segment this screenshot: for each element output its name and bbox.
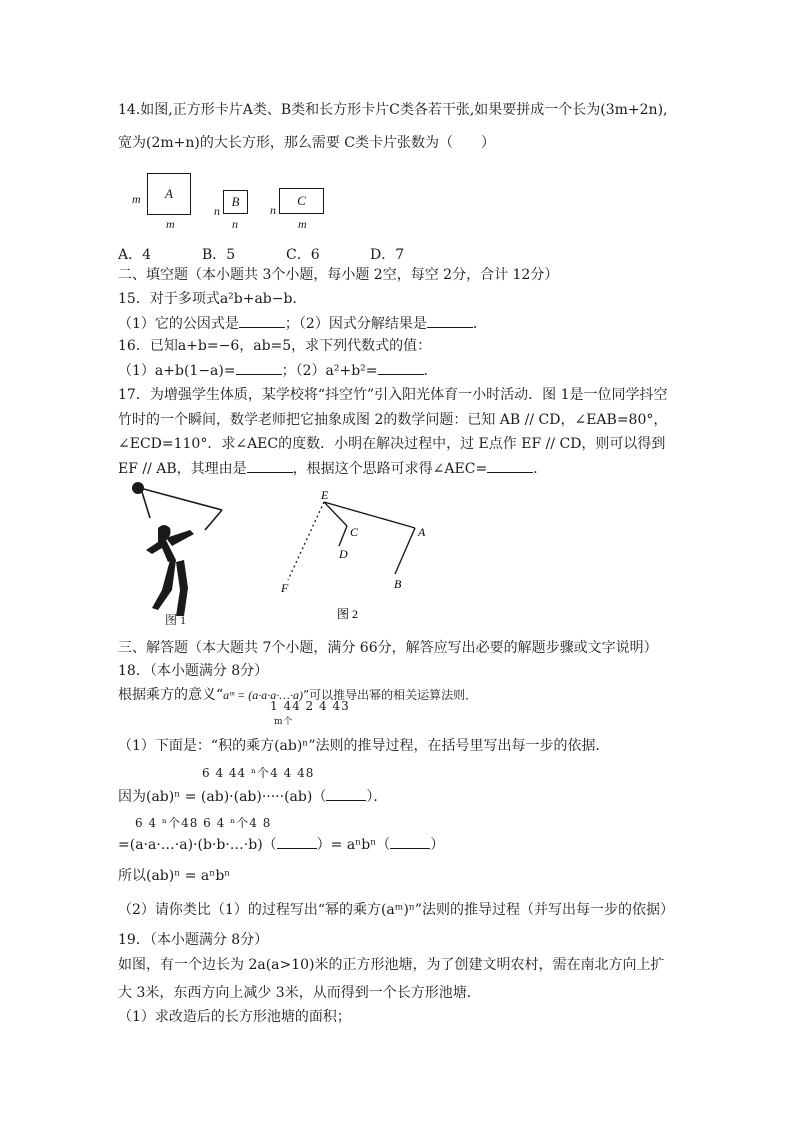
q18-basis-blank-2[interactable] <box>277 834 317 849</box>
q16-title: 16．已知a+b=−6，ab=5，求下列代数式的值： <box>118 338 432 354</box>
q16-blank-1[interactable] <box>236 360 282 375</box>
q18-equation-line: =(a·a·…·a)·(b·b·…·b)（ ）= aⁿbⁿ（ ） <box>118 834 444 855</box>
q17-line1: 17．为增强学生体质，某学校将“抖空竹”引入阳光体育一小时活动．图 1是一位同学抖空 <box>118 387 668 403</box>
q19-line1: 如图，有一个边长为 2a(a>10)米的正方形池塘，为了创建文明农村，需在南北方向上扩 <box>118 957 665 973</box>
q14-line1: 14.如图,正方形卡片A类、B类和长方形卡片C类各若干张,如果要拼成一个长为(3m+2n), <box>118 102 668 118</box>
option-c: C．6 <box>286 247 320 263</box>
q18-intro: 根据乘方的意义“aᵐ = (a·a·a·…·a)”可以推导出幂的相关运算法则． <box>118 687 478 703</box>
q18-conclusion: 所以(ab)ⁿ = aⁿbⁿ <box>118 868 231 884</box>
card-c-side: n <box>270 203 276 217</box>
q15-subquestions: （1）它的公因式是 ；（2）因式分解结果是 ． <box>118 313 487 334</box>
card-a-side: m <box>132 192 141 206</box>
figure-1-caption: 图 1 <box>165 613 187 627</box>
card-b: B <box>223 190 248 214</box>
card-a: A <box>147 173 191 215</box>
brace-garble: 1 44 2 4 43 <box>270 699 350 713</box>
garble-line-1: 6 4 44 ⁿ个4 4 48 <box>202 766 315 780</box>
figure-2-geometry <box>275 488 445 623</box>
label-a: A <box>418 525 426 539</box>
figure-1-diabolo-player <box>120 478 240 628</box>
section-3-heading: 三、解答题（本大题共 7个小题，满分 66分，解答应写出必要的解题步骤或文字说明） <box>118 640 658 656</box>
q19-sub1: （1）求改造后的长方形池塘的面积； <box>118 1009 351 1025</box>
q15-blank-1[interactable] <box>239 313 285 328</box>
q19-title: 19．（本小题满分 8分） <box>118 932 269 948</box>
q17-blank-2[interactable] <box>487 458 533 473</box>
q17-line3: ∠ECD=110°．求∠AEC的度数．小明在解决过程中，过 E点作 EF // CD，则可以得到 <box>118 436 666 452</box>
q18-sub1: （1）下面是：“积的乘方(ab)ⁿ”法则的推导过程，在括号里写出每一步的依据． <box>118 738 610 754</box>
label-d: D <box>339 547 348 561</box>
q14-line2: 宽为(2m+n)的大长方形，那么需要 C类卡片张数为（ ） <box>118 135 496 151</box>
q18-title: 18．（本小题满分 8分） <box>118 663 269 679</box>
label-b: B <box>394 577 402 591</box>
q16-blank-2[interactable] <box>378 360 424 375</box>
label-f: F <box>281 581 289 595</box>
garble-line-2: 6 4 ⁿ个48 6 4 ⁿ个4 8 <box>135 816 272 830</box>
card-c: C <box>279 188 324 214</box>
option-b: B．5 <box>202 247 236 263</box>
card-c-bottom: m <box>298 217 307 231</box>
power-definition-formula: aᵐ = (a·a·a·…·a) <box>223 688 303 702</box>
figure-2-caption: 图 2 <box>337 607 359 621</box>
q15-title: 15．对于多项式a²b+ab−b． <box>118 291 307 307</box>
section-2-heading: 二、填空题（本小题共 3个小题，每小题 2空，每空 2分，合计 12分） <box>118 267 559 283</box>
q17-blank-1[interactable] <box>247 458 293 473</box>
q19-line2: 大 3米，东西方向上减少 3米，从而得到一个长方形池塘． <box>118 985 481 1001</box>
card-b-side: n <box>214 204 220 218</box>
label-c: C <box>350 525 359 539</box>
q17-line2: 竹时的一个瞬间，数学老师把它抽象成图 2的数学问题：已知 AB // CD，∠EAB=80°， <box>118 412 668 428</box>
q18-basis-blank-3[interactable] <box>390 834 430 849</box>
q18-because-line: 因为(ab)ⁿ = (ab)·(ab)·····(ab)（ ）． <box>118 786 387 807</box>
card-a-bottom: m <box>166 217 175 231</box>
q17-line4: EF // AB，其理由是 ，根据这个思路可求得∠AEC= ． <box>118 458 547 479</box>
q16-subquestions: （1）a+b(1−a)= ；（2）a²+b²= ． <box>118 360 438 381</box>
q15-blank-2[interactable] <box>427 313 473 328</box>
q18-sub2: （2）请你类比（1）的过程写出“幂的乘方(aᵐ)ⁿ”法则的推导过程（并写出每一步的依据） <box>118 902 675 918</box>
option-a: A．4 <box>118 247 152 263</box>
brace-count: m个 <box>274 717 294 727</box>
q18-basis-blank-1[interactable] <box>326 786 366 801</box>
label-e: E <box>321 488 329 502</box>
card-b-bottom: n <box>232 217 238 231</box>
option-d: D．7 <box>370 247 405 263</box>
